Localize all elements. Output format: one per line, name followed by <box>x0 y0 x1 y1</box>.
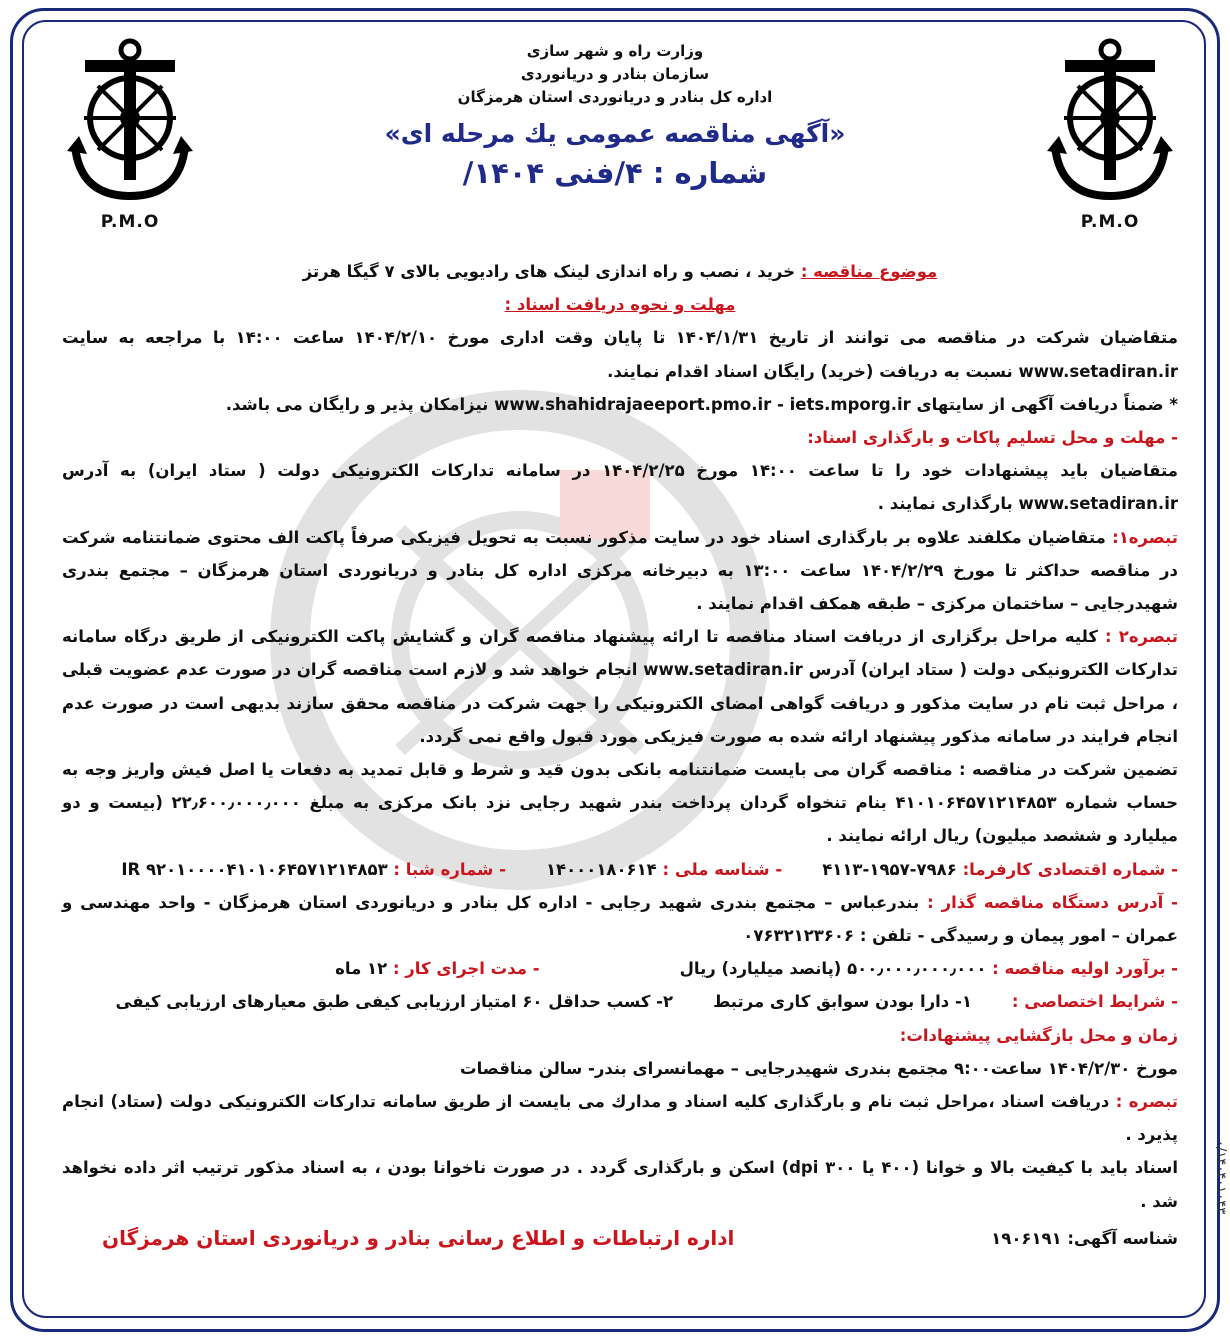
sheba-label: - شماره شبا : <box>393 859 506 879</box>
pmo-label: P.M.O <box>1080 212 1140 232</box>
notice-title: «آگهی مناقصه عمومی یك مرحله ای» <box>384 119 846 148</box>
websites-paragraph: * ضمناً دریافت آگهی از سایتهای www.shahidrajaeeport.pmo.ir - iets.mporg.ir نیزامکان پذیر و رایگان می باشد. <box>225 394 1178 414</box>
note3-label: تبصره : <box>1115 1092 1179 1112</box>
duration-label: - مدت اجرای کار : <box>392 959 540 979</box>
pr-office: اداره ارتباطات و اطلاع رسانی بنادر و دریانوردی استان هرمزگان <box>102 1225 735 1250</box>
subject-line <box>62 255 1178 288</box>
address-label: - آدرس دستگاه مناقصه گذار : <box>927 892 1178 912</box>
document-receipt-paragraph: متقاضیان شرکت در مناقصه می توانند از تاریخ ۱۴۰۴/۱/۳۱ تا پایان وقت اداری مورخ ۱۴۰۴/۲/۱۰ ساعت ۱۴:۰۰ با مراجعه به سایت www.setadiran.ir نسبت به دریافت (خرید) رایگان اسناد اقدام نمایند. <box>62 328 1178 381</box>
subject-label: موضوع مناقصه : <box>800 262 938 281</box>
national-id-label: - شناسه ملی : <box>662 859 783 879</box>
duration-value: ۱۲ ماه <box>335 959 388 979</box>
note1-label: تبصره۱: <box>1112 527 1178 547</box>
submission-heading: - مهلت و محل تسلیم پاکات و بارگذاری اسناد: <box>807 428 1178 448</box>
sheba-value: IR ۹۲۰۱۰۰۰۰۴۱۰۱۰۶۴۵۷۱۲۱۴۸۵۳ <box>121 859 388 879</box>
conditions-line <box>62 985 1178 1018</box>
anchor-wheel-icon <box>1045 36 1175 206</box>
pmo-logo-right <box>1040 36 1180 232</box>
department-name: اداره کل بنادر و دریانوردی استان هرمزگان <box>457 88 773 106</box>
estimate-label: - برآورد اولیه مناقصه : <box>992 959 1178 979</box>
estimate-value: ۵۰۰٫۰۰۰٫۰۰۰٫۰۰۰ (پانصد میلیارد) ریال <box>679 959 987 979</box>
side-code: ۰/۱۴۰۴۰۱۰۴۳ <box>1213 1140 1228 1215</box>
anchor-wheel-icon <box>65 36 195 206</box>
economic-label: - شماره اقتصادی کارفرما: <box>962 859 1178 879</box>
condition-item-1: ۱- دارا بودن سوابق کاری مرتبط <box>713 992 972 1012</box>
note3-paragraph <box>62 1085 1178 1151</box>
notice-number: شماره : ۴/فنی ۱۴۰۴/ <box>462 156 768 190</box>
note2-text: کلیه مراحل برگزاری از دریافت اسناد مناقصه تا ارائه پیشنهاد مناقصه گران و گشایش پاکت الکترونیکی از طریق درگاه سامانه تدارکات الکترونیکی دولت ( ستاد ایران) آدرس www.setadiran.ir انجام خواهد شد و لازم است مناقصه گران در صورت عدم عضویت قبلی ، مراحل ثبت نام در سایت مذکور و دریافت گواهی امضای الکترونیکی را جهت شرکت در مناقصه محقق سازند بدیهی است در صورت عدم انجام فرایند در سامانه مذکور پیشنهاد ارائه شده به صورت فیزیکی مورد قبول واقع نمی گردد. <box>62 627 1178 746</box>
footer <box>62 1222 1178 1255</box>
note1-text: متقاضیان مکلفند علاوه بر بارگذاری اسناد خود در سایت مذکور نسبت به تحویل فیزیکی صرفاً پاکت الف محتوی ضمانتنامه شرکت در مناقصه حداکثر تا مورخ ۱۴۰۴/۲/۲۹ ساعت ۱۳:۰۰ به دبیرخانه مرکزی اداره کل بنادر و دریانوردی استان هرمزگان – مجتمع بندری شهیدرجایی – ساختمان مرکزی – طبقه همکف اقدام نمایند . <box>62 527 1179 614</box>
economic-value: ۷۹۸۶-۱۹۵۷-۴۱۱۳ <box>822 859 957 879</box>
ids-line <box>62 853 1178 886</box>
ministry-name: وزارت راه و شهر سازی <box>526 42 704 60</box>
ad-id: شناسه آگهی: ۱۹۰۶۱۹۱ <box>991 1228 1178 1248</box>
opening-text: مورخ ۱۴۰۴/۲/۳۰ ساعت۹:۰۰ مجتمع بندری شهیدرجایی – مهمانسرای بندر- سالن مناقصات <box>460 1058 1178 1078</box>
address-paragraph <box>62 886 1178 952</box>
pmo-logo-left <box>60 36 200 232</box>
deadline-heading-line <box>62 288 1178 321</box>
pmo-label: P.M.O <box>100 212 160 232</box>
subject-text: خرید ، نصب و راه اندازی لینک های رادیویی بالای ۷ گیگا هرتز <box>302 262 796 281</box>
notice-body <box>62 255 1178 1255</box>
note3-text: دریافت اسناد ،مراحل ثبت نام و بارگذاری کلیه اسناد و مدارك می بایست از طریق سامانه تدارکات الکترونیکی دولت (ستاد) انجام پذیرد . <box>62 1092 1178 1145</box>
national-id-value: ۱۴۰۰۰۱۸۰۶۱۴ <box>545 859 657 879</box>
note1-paragraph <box>62 521 1178 621</box>
conditions-label: - شرایط اختصاصی : <box>1011 992 1178 1012</box>
note2-label: تبصره۲ : <box>1105 627 1179 647</box>
scan-note-paragraph: اسناد باید با کیفیت بالا و خوانا (۴۰۰ یا ۳۰۰ dpi) اسکن و بارگذاری گردد . در صورت ناخوانا بودن ، به اسناد مذکور ترتیب اثر داده نخواهد شد . <box>62 1158 1178 1211</box>
header <box>200 40 1030 190</box>
note2-paragraph <box>62 620 1178 753</box>
guarantee-paragraph: تضمین شرکت در مناقصه : مناقصه گران می بایست ضمانتنامه بانکی بدون قید و شرط و قابل تمدید به دفعات یا اصل فیش واریز وجه به حساب شماره ۴۱۰۱۰۶۴۵۷۱۲۱۴۸۵۳ بنام تنخواه گردان پرداخت بندر شهید رجایی نزد بانک مرکزی به مبلغ ۲۲٫۶۰۰٫۰۰۰٫۰۰۰ (بیست و دو میلیارد و ششصد میلیون) ریال ارائه نمایند . <box>62 760 1178 846</box>
condition-item-2: ۲- کسب حداقل ۶۰ امتیاز ارزیابی کیفی طبق معیارهای ارزیابی کیفی <box>115 992 674 1012</box>
address-text: بندرعباس – مجتمع بندری شهید رجایی - اداره کل بنادر و دریانوردی استان هرمزگان - واحد مهندسی و عمران – امور پیمان و رسیدگی - تلفن : ۰۷۶۳۲۱۲۳۶۰۶ <box>62 892 1178 946</box>
submission-paragraph: متقاضیان باید پیشنهادات خود را تا ساعت ۱۴:۰۰ مورخ ۱۴۰۴/۲/۲۵ در سامانه تدارکات الکترونیکی دولت ( ستاد ایران) به آدرس www.setadiran.ir بارگذاری نمایند . <box>62 461 1178 514</box>
estimate-line <box>62 952 1178 985</box>
opening-heading: زمان و محل بازگشایی پیشنهادات: <box>899 1025 1178 1045</box>
organization-name: سازمان بنادر و دریانوردی <box>520 65 710 83</box>
deadline-heading: مهلت و نحوه دریافت اسناد : <box>504 295 736 315</box>
